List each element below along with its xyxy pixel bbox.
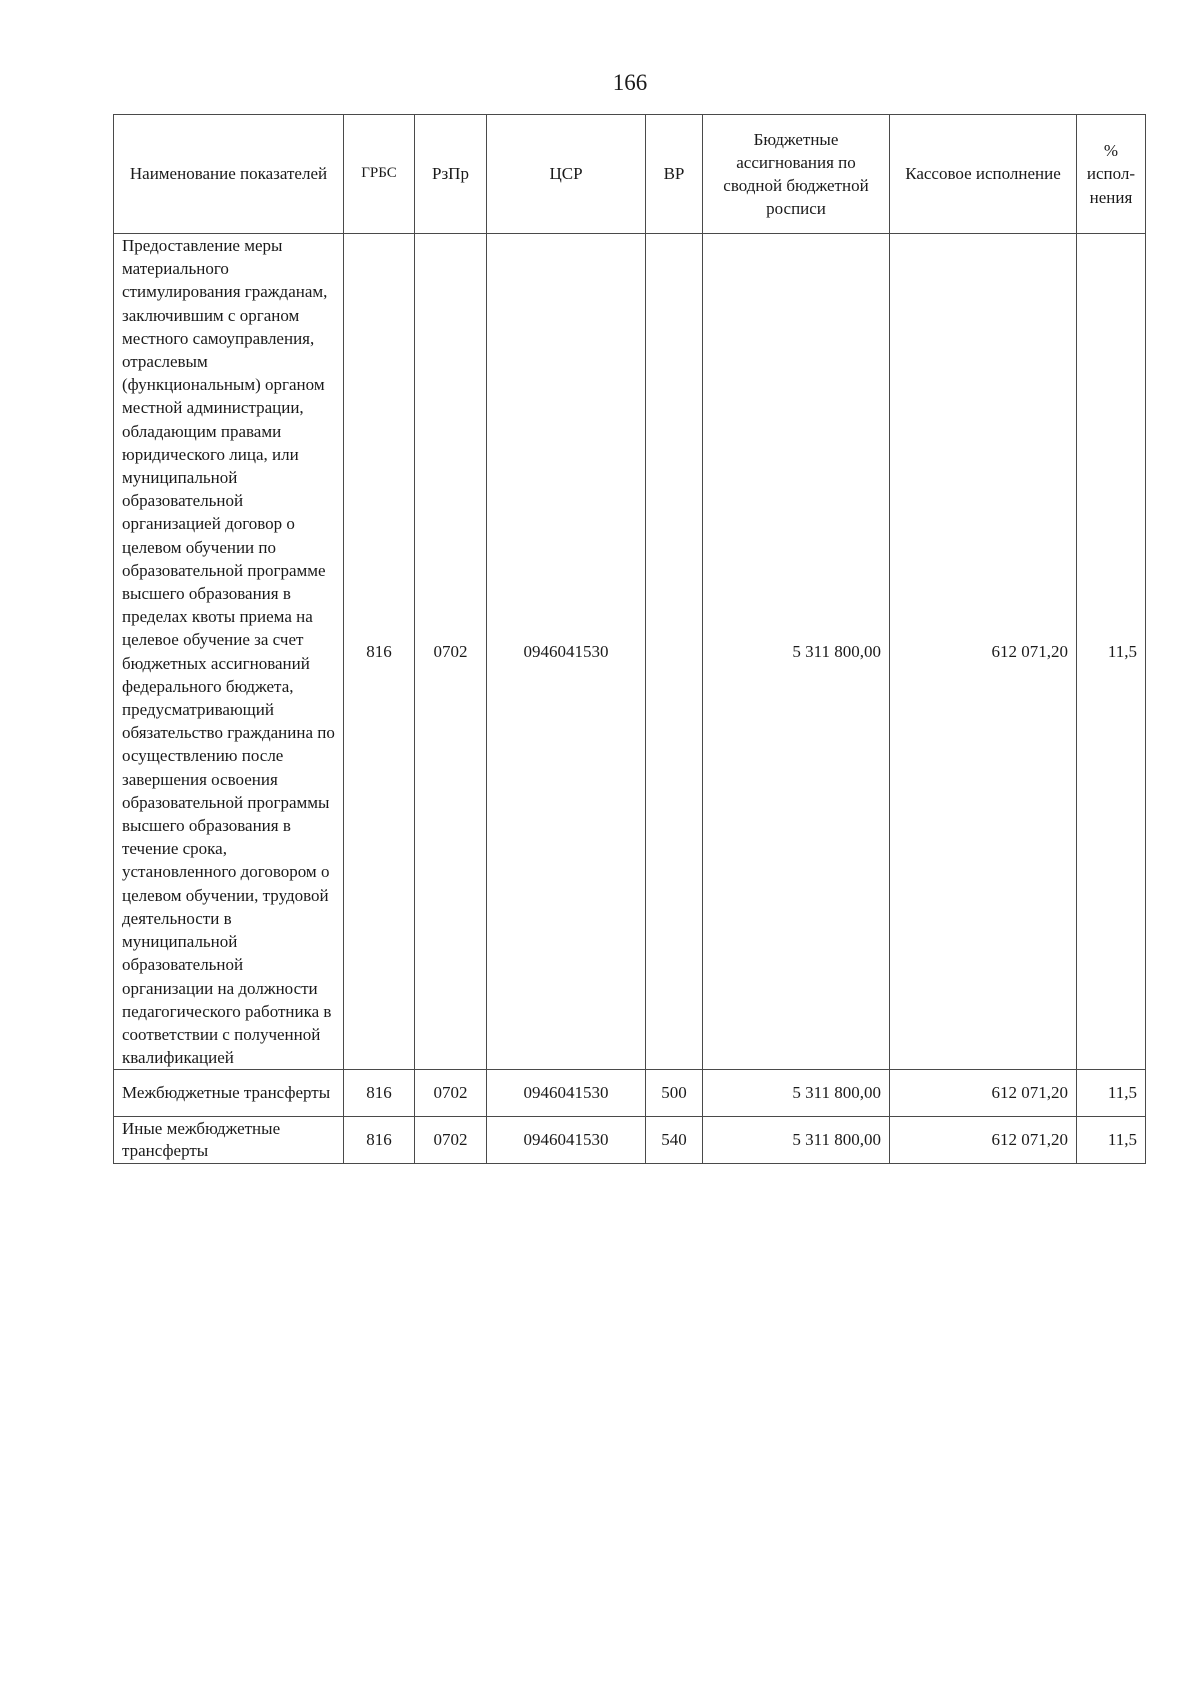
- cell-percent-execution: 11,5: [1077, 1070, 1146, 1117]
- cell-grbs: 816: [344, 1070, 415, 1117]
- cell-assignations: 5 311 800,00: [703, 1070, 890, 1117]
- cell-grbs: 816: [344, 1117, 415, 1164]
- header-name: Наименование показателей: [114, 115, 344, 234]
- cell-name: Предоставление меры материального стимулирования гражданам, заключившим с органом местного самоуправления, отраслевым (функциональным) органом местной администрации, обладающим правами юридического лица, или муниципальной образовательной организацией договор о целевом обучении по образовательной программе высшего образования в пределах квоты приема на целевое обучение за счет бюджетных ассигнований федерального бюджета, предусматривающий обязательство гражданина по осуществлению после завершения освоения образовательной программы высшего образования в течение срока, установленного договором о целевом обучении, трудовой деятельности в муниципальной образовательной организации на должности педагогического работника в соответствии с полученной квалификацией: [114, 234, 344, 1070]
- cell-cash-execution: 612 071,20: [890, 1070, 1077, 1117]
- cell-name: Межбюджетные трансферты: [114, 1070, 344, 1117]
- cell-rzpr: 0702: [415, 1070, 487, 1117]
- table-header-row: [114, 115, 1146, 234]
- cell-rzpr: 0702: [415, 1117, 487, 1164]
- cell-vr: 540: [646, 1117, 703, 1164]
- cell-percent-execution: 11,5: [1077, 1117, 1146, 1164]
- header-csr: ЦСР: [487, 115, 646, 234]
- table-row: [114, 1117, 1146, 1164]
- header-vr: ВР: [646, 115, 703, 234]
- header-rzpr: РзПр: [415, 115, 487, 234]
- cell-cash-execution: 612 071,20: [890, 1117, 1077, 1164]
- header-grbs: ГРБС: [344, 115, 415, 234]
- table-row: [114, 234, 1146, 1070]
- cell-vr: [646, 234, 703, 1070]
- cell-csr: 0946041530: [487, 234, 646, 1070]
- cell-rzpr: 0702: [415, 234, 487, 1070]
- table-row: [114, 1070, 1146, 1117]
- page-number: 166: [612, 70, 648, 95]
- cell-grbs: 816: [344, 234, 415, 1070]
- cell-csr: 0946041530: [487, 1070, 646, 1117]
- header-cash-execution: Кассовое исполнение: [890, 115, 1077, 234]
- cell-csr: 0946041530: [487, 1117, 646, 1164]
- cell-cash-execution: 612 071,20: [890, 234, 1077, 1070]
- cell-vr: 500: [646, 1070, 703, 1117]
- cell-name: Иные межбюджетные трансферты: [114, 1117, 344, 1164]
- cell-assignations: 5 311 800,00: [703, 1117, 890, 1164]
- cell-assignations: 5 311 800,00: [703, 234, 890, 1070]
- budget-execution-table: [113, 114, 1146, 1164]
- cell-percent-execution: 11,5: [1077, 234, 1146, 1070]
- header-percent-execution: % испол-нения: [1077, 115, 1146, 234]
- header-assignations: Бюджетные ассигнования по сводной бюджетной росписи: [703, 115, 890, 234]
